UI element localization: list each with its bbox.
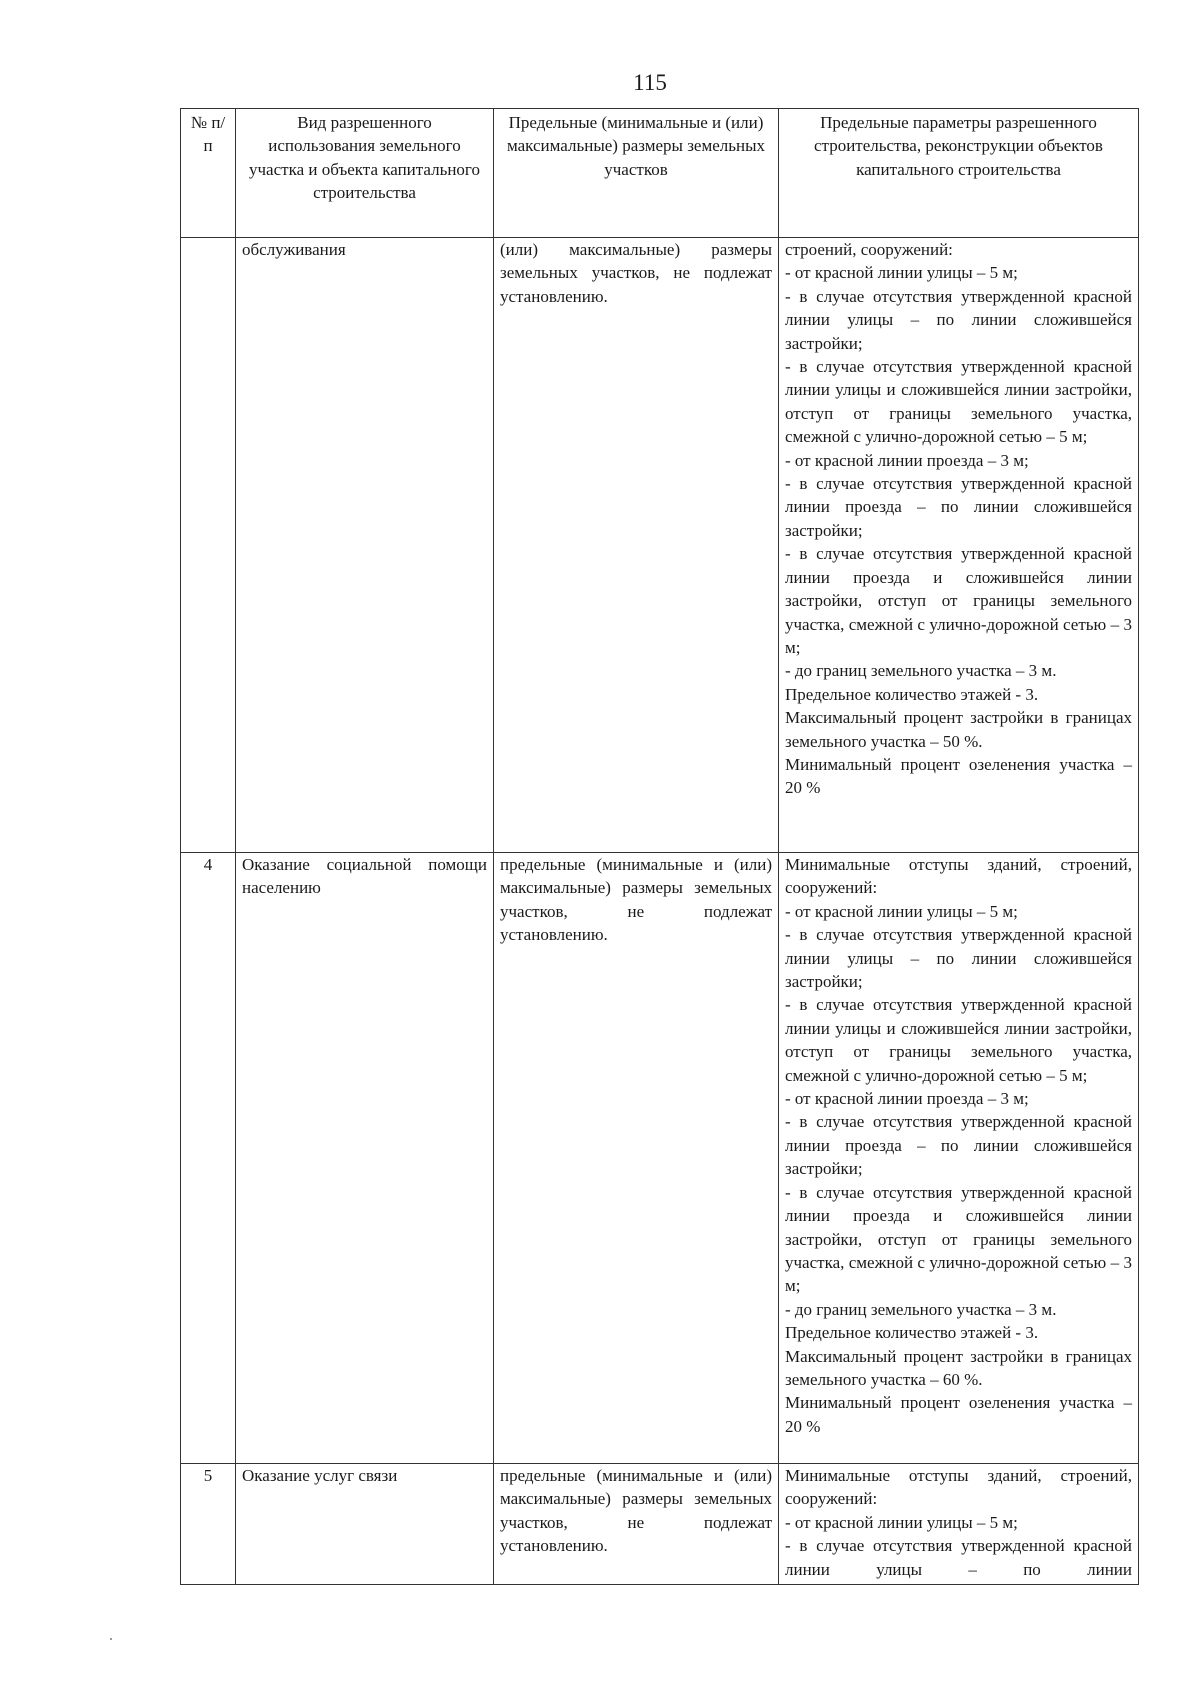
param-line: Минимальные отступы зданий, строений, сооружений: [785,855,1132,898]
row-num: 5 [181,1464,236,1585]
param-line: Предельное количество этажей - 3. [785,684,1039,704]
table-row [181,238,1139,853]
scan-speck [110,1638,112,1640]
header-num: № п/п [181,109,236,238]
param-line: - в случае отсутствия утвержденной красной линии улицы и сложившейся линии застройки, отступ от границы земельного участка, смежной с улично-дорожной сетью – 5 м; [785,357,1132,447]
row-use-type: обслуживания [236,238,494,853]
param-line: - от красной линии улицы – 5 м; [785,1512,1018,1532]
param-line: - от красной линии проезда – 3 м; [785,450,1029,470]
row-num [181,238,236,853]
param-line: - в случае отсутствия утвержденной красной линии улицы – по линии сложившейся застройки; [785,286,1132,353]
param-line: - в случае отсутствия утвержденной красной линии проезда и сложившейся линии застройки, отступ от границы земельного участка, смежной с улично-дорожной сетью – 3 м; [785,1182,1132,1296]
row-params [779,238,1139,853]
param-line: Максимальный процент застройки в границах земельного участка – 60 %. [785,1346,1132,1389]
param-line: Предельное количество этажей - 3. [785,1323,1039,1343]
param-line: - до границ земельного участка – 3 м. [785,1299,1057,1319]
row-use-type: Оказание социальной помощи населению [236,853,494,1464]
header-plot-size: Предельные (минимальные и (или) максимальные) размеры земельных участков [494,109,779,238]
param-line: - в случае отсутствия утвержденной красной линии улицы и сложившейся линии застройки, отступ от границы земельного участка, смежной с улично-дорожной сетью – 5 м; [785,995,1132,1085]
header-use-type: Вид разрешенного использования земельного участка и объекта капитального строительства [236,109,494,238]
page-number: 115 [633,70,667,95]
row-params [779,853,1139,1464]
param-line: Минимальные отступы зданий, строений, сооружений: [785,1466,1132,1509]
row-use-type: Оказание услуг связи [236,1464,494,1585]
row-num: 4 [181,853,236,1464]
param-line: - в случае отсутствия утвержденной красной линии проезда – по линии сложившейся застройки; [785,474,1132,540]
param-line: - от красной линии проезда – 3 м; [785,1089,1029,1109]
row-plot-size: предельные (минимальные и (или) максимальные) размеры земельных участков, не подлежат установлению. [494,1464,779,1585]
param-line: Максимальный процент застройки в границах земельного участка – 50 %. [785,708,1132,751]
table-row [181,1464,1139,1585]
param-line: - в случае отсутствия утвержденной красной линии улицы – по линии [785,1536,1132,1579]
param-line: - от красной линии улицы – 5 м; [785,263,1018,283]
param-line: Минимальный процент озеленения участка – 20 % [785,1393,1132,1436]
land-use-table [180,108,1139,1585]
table-header-row [181,109,1139,238]
param-line: - от красной линии улицы – 5 м; [785,901,1018,921]
param-line: строений, сооружений: [785,240,953,259]
param-line: Минимальный процент озеленения участка – 20 % [785,754,1132,798]
header-params: Предельные параметры разрешенного строительства, реконструкции объектов капитального строительства [779,109,1139,238]
param-line: - в случае отсутствия утвержденной красной линии проезда и сложившейся линии застройки, отступ от границы земельного участка, смежной с улично-дорожной сетью – 3 м; [785,544,1132,657]
row-params [779,1464,1139,1585]
row-plot-size: предельные (минимальные и (или) максимальные) размеры земельных участков, не подлежат установлению. [494,853,779,1464]
table-row [181,853,1139,1464]
param-line: - до границ земельного участка – 3 м. [785,661,1057,681]
param-line: - в случае отсутствия утвержденной красной линии проезда – по линии сложившейся застройки; [785,1112,1132,1179]
row-plot-size: (или) максимальные) размеры земельных участков, не подлежат установлению. [494,238,779,853]
param-line: - в случае отсутствия утвержденной красной линии улицы – по линии сложившейся застройки; [785,925,1132,992]
